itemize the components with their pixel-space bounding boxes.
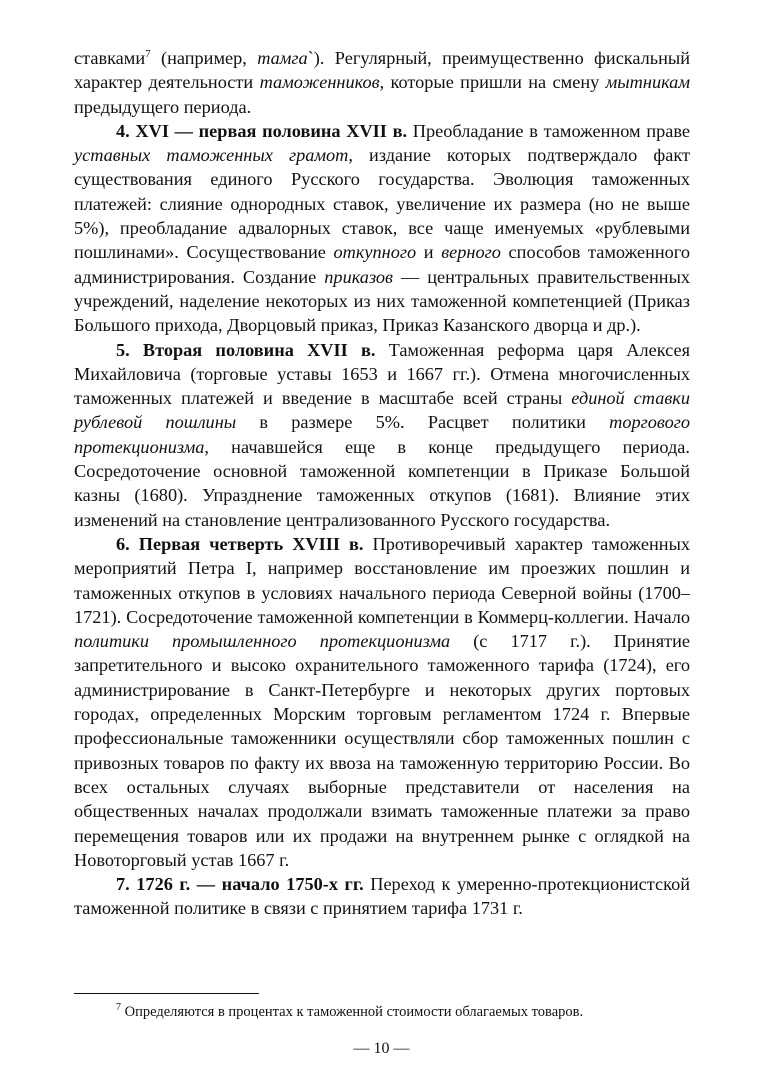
section-heading: 5. Вторая половина XVII в. — [116, 339, 376, 360]
text-run: (с 1717 г.). Принятие запретительного и высоко охранительного таможенного тарифа (1724), его администрирование в Санкт-Петербурге и некоторых других портовых городах, определенных Морским торговым регламентом 1724 г. Впервые профессиональные таможенники осуществляли сбор таможенных пошлин с привозных товаров по факту их ввоза на таможенную территорию России. Во всех остальных случаях выборные представители от населения на общественных началах продолжали взимать таможенные платежи за право перемещения товаров или их продажи на внутреннем рынке с оглядкой на Новоторговый устав 1667 г. — [74, 631, 690, 870]
emphasis-term: откупного — [333, 242, 417, 263]
emphasis-term: приказов — [324, 266, 393, 287]
text-run: предыдущего периода. — [74, 96, 252, 117]
text-run: ставками — [74, 48, 146, 68]
paragraph — [74, 338, 690, 532]
emphasis-term: верного — [441, 242, 501, 263]
footnote-mark: 7 — [116, 1002, 121, 1013]
body-text — [74, 46, 690, 921]
text-run: Переход к умеренно-протекционистской таможенной политике в связи с принятием тарифа 1731 г. — [74, 874, 690, 919]
footnote — [116, 1003, 690, 1022]
emphasis-term: таможенников — [259, 72, 380, 93]
paragraph — [74, 872, 690, 921]
emphasis-term: политики промышленного протекционизма — [74, 631, 451, 652]
footnote-ref: 7 — [145, 48, 151, 60]
emphasis-term: мытникам — [605, 72, 690, 93]
text-run: , издание которых подтверждало факт существования единого Русского государства. Эволюция таможенных платежей: слияние однородных ставок, увеличение их размера (но не выше 5%), преобладание адвалорных ставок, все чаще именуемых «рублевыми пошлинами». Сосуществование — [74, 145, 690, 263]
text-run: , начавшейся еще в конце предыдущего периода. Сосредоточение основной таможенной компетенции в Приказе Большой казны (1680). Упразднение таможенных откупов (1681). Влияние этих изменений на становление централизованного Русского государства. — [74, 436, 690, 530]
footnote-separator — [74, 993, 259, 994]
text-run: Противоречивый характер таможенных мероприятий Петра I, например восстановление им проезжих пошлин и таможенных откупов в условиях начального периода Северной войны (1700–1721). Сосредоточение таможенной компетенции в Коммерц-коллегии. Начало — [74, 533, 690, 627]
text-run: — центральных правительственных учреждений, наделение некоторых из них таможенной компетенцией (Приказ Большого прихода, Дворцовый приказ, Приказ Казанского дворца и др.). — [74, 266, 690, 336]
section-heading: 4. XVI — первая половина XVII в. — [116, 120, 408, 141]
text-run: `). Регулярный, преимущественно фискальный характер деятельности — [74, 48, 690, 93]
paragraph — [74, 46, 690, 119]
emphasis-term: единой ставки рублевой пошлины — [74, 388, 690, 433]
emphasis-term: торгового протекционизма — [74, 412, 691, 457]
text-run: (например, — [150, 48, 258, 68]
text-run: и — [416, 242, 442, 263]
text-run: Преобладание в таможенном праве — [407, 120, 690, 141]
text-run: в размере 5%. Расцвет политики — [236, 412, 610, 433]
text-run: способов таможенного администрирования. Создание — [74, 242, 690, 287]
emphasis-term: уставных таможенных грамот — [74, 145, 349, 166]
footnote-text: Определяются в процентах к таможенной стоимости облагаемых товаров. — [121, 1004, 584, 1020]
text-run: , которые пришли на смену — [379, 72, 606, 93]
section-heading: 6. Первая четверть XVIII в. — [116, 533, 364, 554]
section-heading: 7. 1726 г. — начало 1750-х гг. — [116, 874, 364, 895]
paragraph — [74, 532, 690, 872]
paragraph — [74, 119, 690, 338]
page-number: — 10 — — [353, 1040, 410, 1057]
emphasis-term: тамга — [257, 48, 308, 68]
text-run: Таможенная реформа царя Алексея Михайловича (торговые уставы 1653 и 1667 гг.). Отмена многочисленных таможенных платежей и введение в масштабе всей страны — [74, 339, 690, 409]
